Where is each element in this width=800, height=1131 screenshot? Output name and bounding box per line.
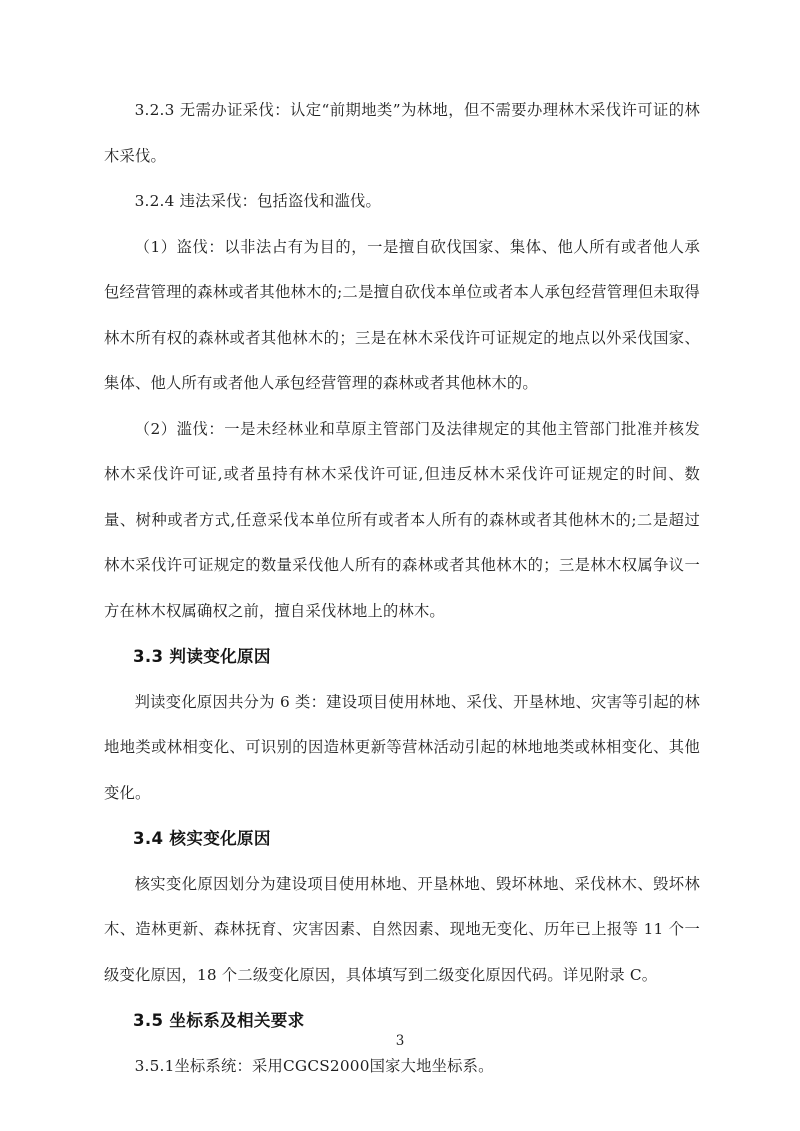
paragraph-daofa: （1）盗伐：以非法占有为目的，一是擅自砍伐国家、集体、他人所有或者他人承包经营管理的森林或者其他林木的;二是擅自砍伐本单位或者本人承包经营管理但未取得林木所有权的森林或者其他林木的；三是在林木采伐许可证规定的地点以外采伐国家、集体、他人所有或者他人承包经营管理的森林或者其他林木的。 — [104, 237, 700, 392]
heading-3-4: 3.4 核实变化原因 — [133, 829, 271, 848]
paragraph-3-4-body: 核实变化原因划分为建设项目使用林地、开垦林地、毁坏林地、采伐林木、毁坏林木、造林更新、森林抚育、灾害因素、自然因素、现地无变化、历年已上报等 11 个一级变化原因，18 个二级变化原因，具体填写到二级变化原因代码。详见附录 C。 — [104, 874, 700, 984]
paragraph-3-5-1: 3.5.1坐标系统：采用CGCS2000国家大地坐标系。 — [134, 1056, 494, 1075]
paragraph-3-2-3: 3.2.3 无需办证采伐：认定“前期地类”为林地，但不需要办理林木采伐许可证的林木采伐。 — [104, 101, 700, 165]
page-number: 3 — [395, 1033, 405, 1049]
document-body — [104, 88, 700, 1089]
heading-3-5: 3.5 坐标系及相关要求 — [133, 1011, 305, 1030]
paragraph-3-2-4: 3.2.4 违法采伐：包括盗伐和滥伐。 — [134, 192, 382, 210]
heading-3-3: 3.3 判读变化原因 — [133, 647, 271, 666]
paragraph-3-3-body: 判读变化原因共分为 6 类：建设项目使用林地、采伐、开垦林地、灾害等引起的林地地类或林相变化、可识别的因造林更新等营林活动引起的林地地类或林相变化、其他变化。 — [104, 692, 700, 802]
paragraph-lanfa: （2）滥伐：一是未经林业和草原主管部门及法律规定的其他主管部门批准并核发林木采伐许可证,或者虽持有林木采伐许可证,但违反林木采伐许可证规定的时间、数量、树种或者方式,任意采伐本单位所有或者本人所有的森林或者其他林木的;二是超过林木采伐许可证规定的数量采伐他人所有的森林或者其他林木的；三是林木权属争议一方在林木权属确权之前，擅自采伐林地上的林木。 — [104, 419, 700, 620]
